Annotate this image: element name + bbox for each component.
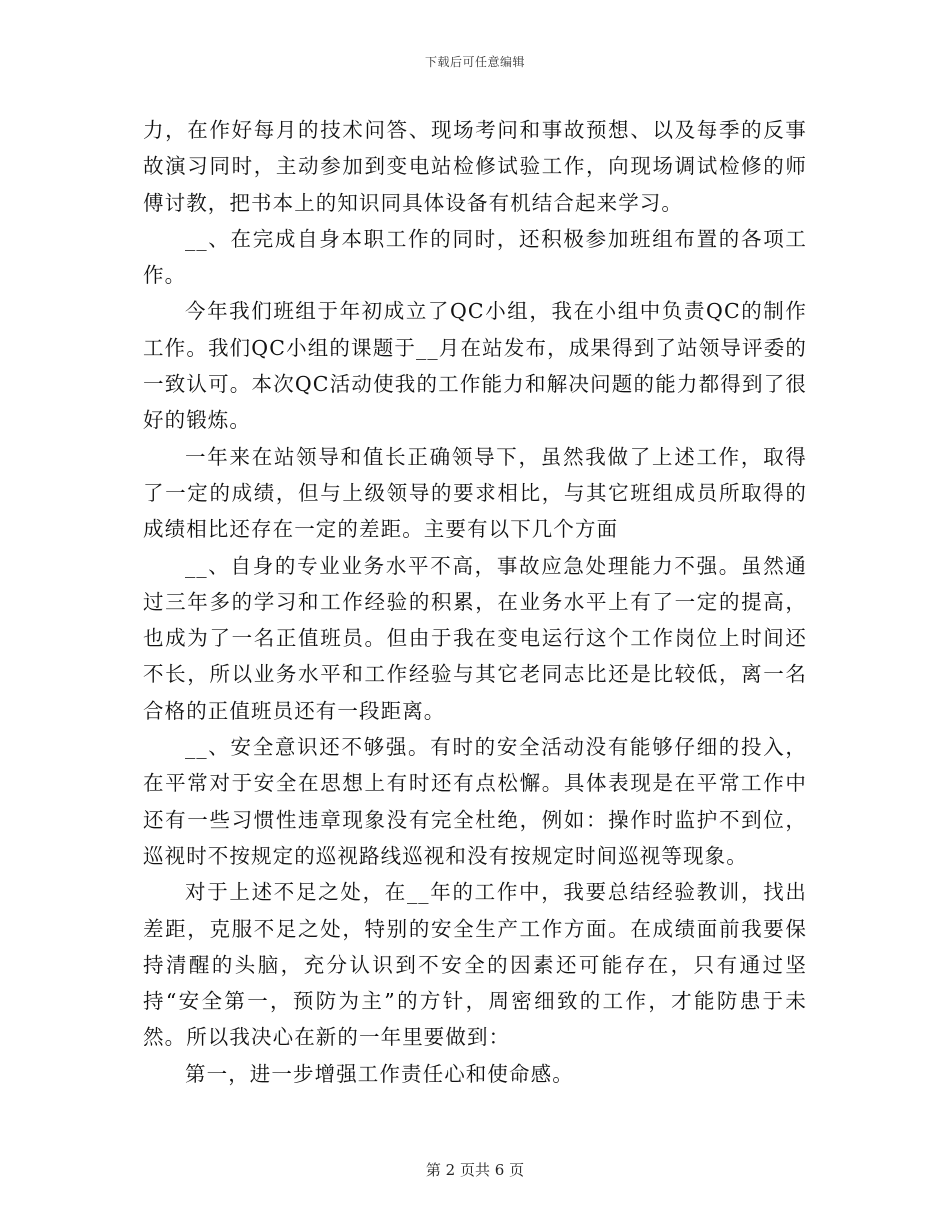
document-body bbox=[143, 112, 807, 1092]
page-number-footer: 第 2 页共 6 页 bbox=[425, 1161, 525, 1179]
paragraph: 第一，进一步增强工作责任心和使命感。 bbox=[185, 1061, 574, 1086]
paragraph: __、自身的专业业务水平不高，事故应急处理能力不强。虽然通过三年多的学习和工作经验的积累，在业务水平上有了一定的提高，也成为了一名正值班员。但由于我在变电运行这个工作岗位上时间还不长，所以业务水平和工作经验与其它老同志比还是比较低，离一名合格的正值班员还有一段距离。 bbox=[143, 553, 807, 723]
paragraph: __、在完成自身本职工作的同时，还积极参加班组布置的各项工作。 bbox=[143, 226, 807, 288]
paragraph: 今年我们班组于年初成立了QC小组，我在小组中负责QC的制作工作。我们QC小组的课题于__月在站发布，成果得到了站领导评委的一致认可。本次QC活动使我的工作能力和解决问题的能力都得到了很好的锻炼。 bbox=[143, 299, 807, 433]
paragraph: __、安全意识还不够强。有时的安全活动没有能够仔细的投入，在平常对于安全在思想上有时还有点松懈。具体表现是在平常工作中还有一些习惯性违章现象没有完全杜绝，例如：操作时监护不到位，巡视时不按规定的巡视路线巡视和没有按规定时间巡视等现象。 bbox=[143, 735, 807, 868]
paragraph: 对于上述不足之处，在__年的工作中，我要总结经验教训，找出差距，克服不足之处，特别的安全生产工作方面。在成绩面前我要保持清醒的头脑，充分认识到不安全的因素还可能存在，只有通过坚持“安全第一，预防为主”的方针，周密细致的工作，才能防患于未然。所以我决心在新的一年里要做到： bbox=[143, 880, 807, 1050]
paragraph: 力，在作好每月的技术问答、现场考问和事故预想、以及每季的反事故演习同时，主动参加到变电站检修试验工作，向现场调试检修的师傅讨教，把书本上的知识同具体设备有机结合起来学习。 bbox=[143, 118, 807, 215]
paragraph: 一年来在站领导和值长正确领导下，虽然我做了上述工作，取得了一定的成绩，但与上级领导的要求相比，与其它班组成员所取得的成绩相比还存在一定的差距。主要有以下几个方面 bbox=[143, 444, 807, 542]
page-header-note: 下载后可任意编辑 bbox=[424, 55, 525, 69]
